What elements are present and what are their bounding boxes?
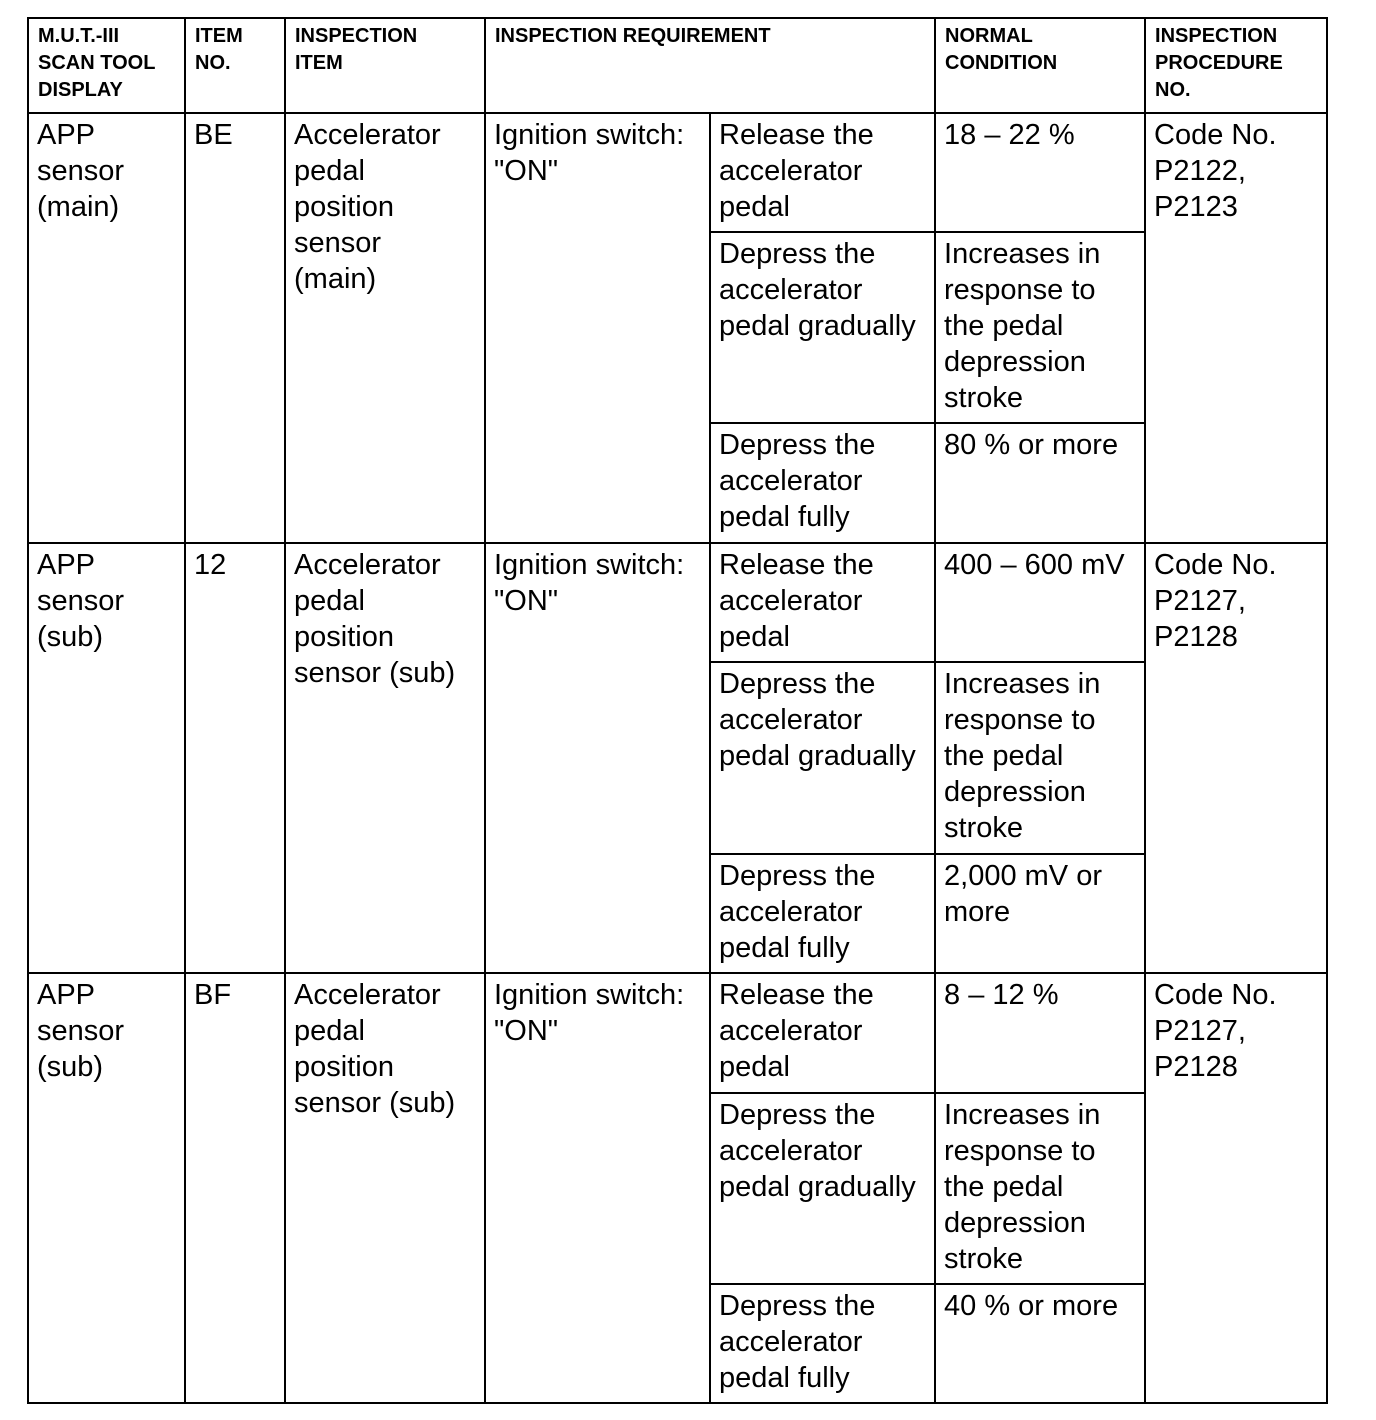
display-cell: APP sensor (main): [28, 113, 185, 543]
header-procedure-no: INSPECTION PROCEDURE NO.: [1145, 18, 1327, 113]
item-no-cell: 12: [185, 543, 285, 973]
table-row: [28, 973, 1327, 1093]
normal-cell: 80 % or more: [935, 423, 1145, 543]
table-row: [28, 113, 1327, 232]
normal-cell: Increases in response to the pedal depression stroke: [935, 232, 1145, 423]
action-cell: Depress the accelerator pedal gradually: [710, 1093, 935, 1284]
action-cell: Release the accelerator pedal: [710, 543, 935, 662]
condition-cell: Ignition switch: "ON": [485, 113, 710, 543]
inspection-item-cell: Accelerator pedal position sensor (sub): [285, 543, 485, 973]
action-cell: Depress the accelerator pedal fully: [710, 1284, 935, 1403]
header-inspection-requirement: INSPECTION REQUIREMENT: [485, 18, 935, 113]
action-cell: Depress the accelerator pedal gradually: [710, 232, 935, 423]
inspection-table: [27, 17, 1328, 1404]
item-no-cell: BF: [185, 973, 285, 1403]
header-normal-condition: NORMAL CONDITION: [935, 18, 1145, 113]
procedure-cell: Code No. P2122, P2123: [1145, 113, 1327, 543]
normal-cell: 2,000 mV or more: [935, 854, 1145, 973]
action-cell: Release the accelerator pedal: [710, 973, 935, 1093]
normal-cell: 8 – 12 %: [935, 973, 1145, 1093]
display-cell: APP sensor (sub): [28, 973, 185, 1403]
header-item-no: ITEM NO.: [185, 18, 285, 113]
header-inspection-item: INSPECTION ITEM: [285, 18, 485, 113]
normal-cell: 18 – 22 %: [935, 113, 1145, 232]
inspection-item-cell: Accelerator pedal position sensor (sub): [285, 973, 485, 1403]
action-cell: Depress the accelerator pedal gradually: [710, 662, 935, 854]
header-row: [28, 18, 1327, 113]
table-row: [28, 543, 1327, 662]
action-cell: Release the accelerator pedal: [710, 113, 935, 232]
display-cell: APP sensor (sub): [28, 543, 185, 973]
action-cell: Depress the accelerator pedal fully: [710, 423, 935, 543]
action-cell: Depress the accelerator pedal fully: [710, 854, 935, 973]
normal-cell: 40 % or more: [935, 1284, 1145, 1403]
item-no-cell: BE: [185, 113, 285, 543]
condition-cell: Ignition switch: "ON": [485, 543, 710, 973]
procedure-cell: Code No. P2127, P2128: [1145, 973, 1327, 1403]
inspection-item-cell: Accelerator pedal position sensor (main): [285, 113, 485, 543]
normal-cell: Increases in response to the pedal depression stroke: [935, 662, 1145, 854]
header-display: M.U.T.-III SCAN TOOL DISPLAY: [28, 18, 185, 113]
normal-cell: 400 – 600 mV: [935, 543, 1145, 662]
normal-cell: Increases in response to the pedal depression stroke: [935, 1093, 1145, 1284]
procedure-cell: Code No. P2127, P2128: [1145, 543, 1327, 973]
condition-cell: Ignition switch: "ON": [485, 973, 710, 1403]
